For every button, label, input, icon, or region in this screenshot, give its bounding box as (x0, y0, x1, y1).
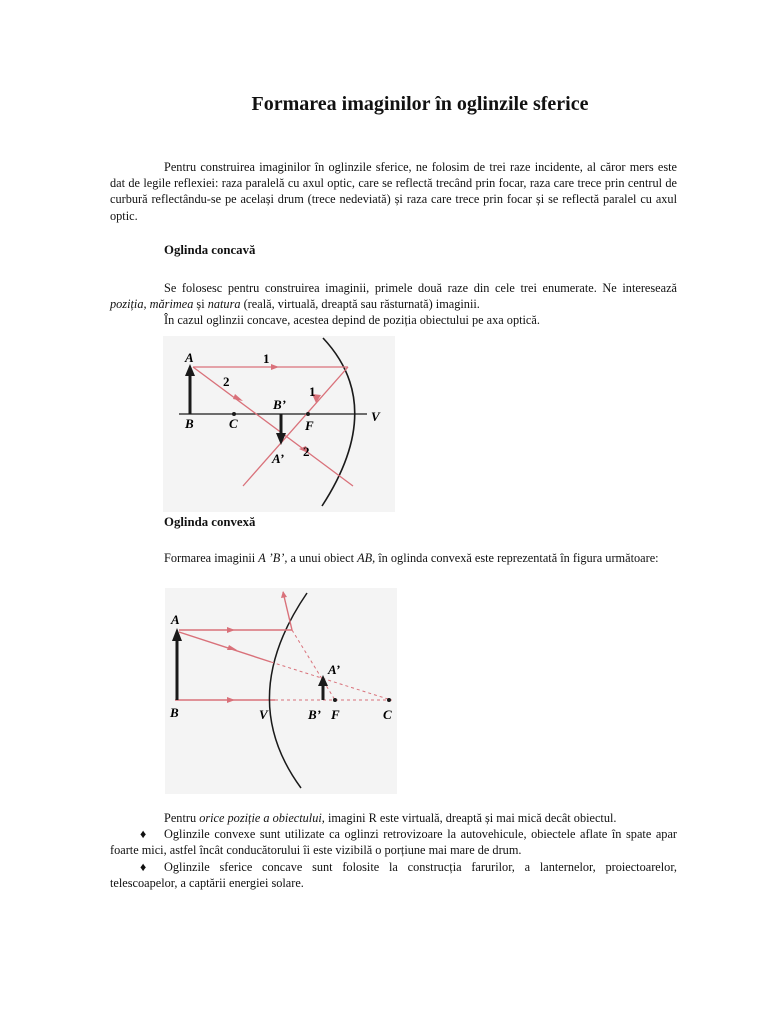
label-v: V (371, 409, 380, 424)
convex-paragraph: Formarea imaginii A ’B’, a unui obiect AB, în oglinda convexă este reprezentată în figura următoare: (164, 551, 659, 565)
label-ray-1-reflected: 1 (309, 384, 316, 399)
convex-heading: Oglinda convexă (164, 515, 256, 529)
figure-background (163, 336, 395, 512)
label-b-image: B’ (308, 707, 321, 722)
label-ray-2-left: 2 (223, 374, 230, 389)
label-v: V (259, 707, 268, 722)
intro-paragraph: Pentru construirea imaginilor în oglinzile sferice, ne folosim de trei raze incidente, al căror mers este dat de legile reflexiei: raza paralelă cu axul optic, care se reflectă trecând prin focar, raza care trece prin centrul de curbură reflectându-se pe același drum (trece nedeviată) și raza care trece prin focar și se reflectă paralel cu axul optic. (110, 160, 677, 223)
label-f: F (305, 418, 314, 433)
label-c: C (383, 707, 392, 722)
closing-paragraph: Pentru orice poziție a obiectului, imagini R este virtuală, dreaptă și mai mică decât obiectul. ♦ Oglinzile convexe sunt utilizate ca oglinzi retrovizoare la autovehicule, obiectele aflate în spate apar foarte mici, astfel încât conducătorului îi este vizibilă o porțiune mai mare de drum. ♦ Oglinzile sferice concave sunt folosite la construcția farurilor, a lanternelor, proiectoarelor, telescoapelor, a captării energiei solare. (110, 811, 677, 890)
label-b: B (185, 416, 194, 431)
label-ray-1-top: 1 (263, 351, 270, 366)
point-f (306, 412, 310, 416)
point-f (333, 698, 337, 702)
label-ray-2-right: 2 (303, 444, 310, 459)
label-a-image: A’ (328, 662, 341, 677)
label-b: B (170, 705, 179, 720)
label-a: A (185, 350, 194, 365)
label-c: C (229, 416, 238, 431)
concave-heading: Oglinda concavă (164, 243, 256, 257)
label-b-image: B’ (273, 397, 286, 412)
label-a: A (171, 612, 180, 627)
concave-paragraph: Se folosesc pentru construirea imaginii, primele două raze din cele trei enumerate. Ne interesează poziția, mărimea și natura (reală, virtuală, dreaptă sau răsturnată) imaginii. În cazul oglinzii concave, acestea depind de poziția obiectului pe axa optică. (110, 281, 677, 328)
figure-background (165, 588, 397, 794)
page-title: Formarea imaginilor în oglinzile sferice (251, 93, 589, 115)
concave-mirror-figure (163, 336, 395, 512)
bullet-icon: ♦ (140, 827, 147, 842)
convex-mirror-figure (165, 588, 397, 794)
label-a-image: A’ (272, 451, 285, 466)
point-c (387, 698, 391, 702)
label-f: F (331, 707, 340, 722)
bullet-icon: ♦ (140, 859, 147, 874)
